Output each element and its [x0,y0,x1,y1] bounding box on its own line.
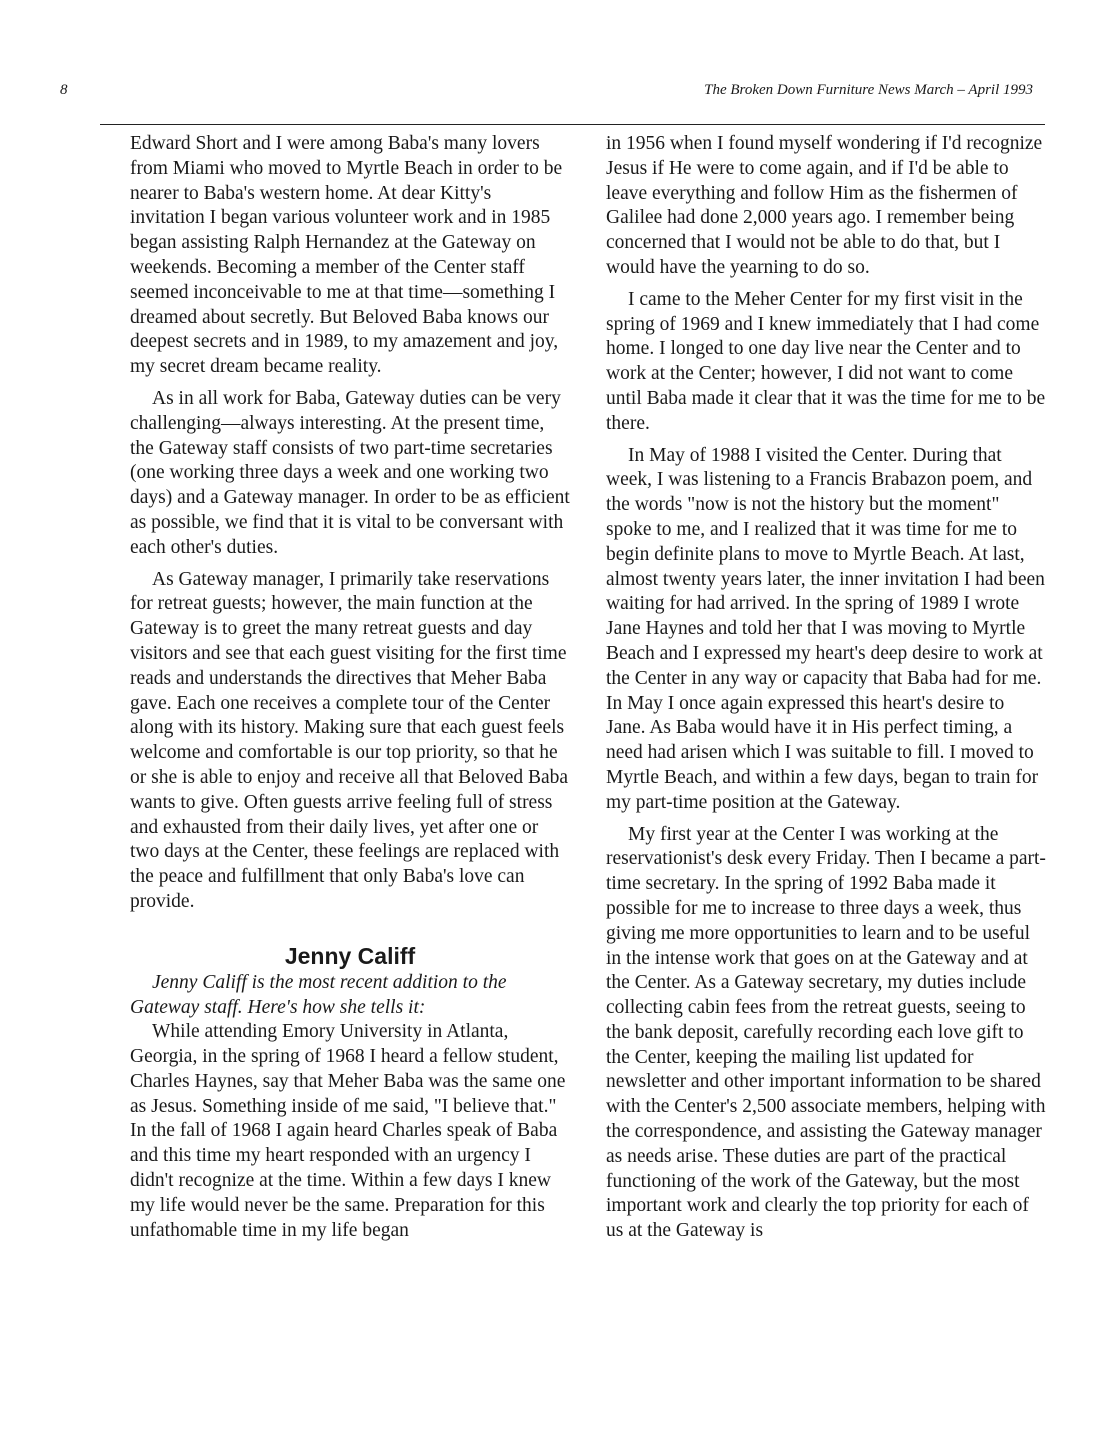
paragraph: I came to the Meher Center for my first visit in the spring of 1969 and I knew immediately that I had come home. I longed to one day live near the Center and to work at the Center; however, I did not want to come until Baba made it clear that it was the time for me to be there. [606,288,1046,434]
paragraph: As Gateway manager, I primarily take reservations for retreat guests; however, the main function at the Gateway is to greet the many retreat guests and day visitors and see that each guest visiting for the first time reads and understands the directives that Meher Baba gave. Each one receives a complete tour of the Center along with its history. Making sure that each guest feels welcome and comfortable is our top priority, so that he or she is able to enjoy and receive all that Beloved Baba wants to give. Often guests arrive feeling full of stress and exhausted from their daily lives, yet after one or two days at the Center, these feelings are replaced with the peace and fulfillment that only Baba's love can provide. [130,568,569,912]
header-rule [100,124,1045,125]
paragraph: In May of 1988 I visited the Center. During that week, I was listening to a Francis Brabazon poem, and the words "now is not the history but the moment" spoke to me, and I realized that it was time for me to begin definite plans to move to Myrtle Beach. At last, almost twenty years later, the inner invitation I had been waiting for had arrived. In the spring of 1989 I wrote Jane Haynes and told her that I was moving to Myrtle Beach and I expressed my heart's deep desire to work at the Center in any way or capacity that Baba had for me. In May I once again expressed this heart's desire to Jane. As Baba would have it in His perfect timing, a need had arisen which I was suitable to fill. I moved to Myrtle Beach, and within a few days, began to train for my part-time position at the Gateway. [606,444,1045,813]
section-heading: Jenny Califf [284,942,416,969]
left-column [130,132,570,1243]
running-head: The Broken Down Furniture News March – April 1993 [704,82,1033,98]
right-column [606,132,1046,1244]
paragraph: As in all work for Baba, Gateway duties can be very challenging—always interesting. At the present time, the Gateway staff consists of two part-time secretaries (one working three days a week and one working two days) and a Gateway manager. In order to be as efficient as possible, we find that it is vital to be conversant with each other's duties. [130,387,570,558]
section-intro: Jenny Califf is the most recent addition to the Gateway staff. Here's how she tells it: [130,971,507,1018]
paragraph: My first year at the Center I was working at the reservationist's desk every Friday. Then I became a part-time secretary. In the spring of 1992 Baba made it possible for me to increase to three days a week, thus giving me more opportunities to learn and to be useful in the intense work that goes on at the Gateway and at the Center. As a Gateway secretary, my duties include collecting cabin fees from the retreat guests, seeing to the bank deposit, carefully recording each love gift to the Center, keeping the mailing list updated for newsletter and other important information to be shared with the Center's 2,500 associate members, helping with the correspondence, and assisting the Gateway manager as needs arise. These duties are part of the practical functioning of the work of the Gateway, but the most important work and clearly the top priority for each of us at the Gateway is [606,823,1046,1242]
paragraph: While attending Emory University in Atlanta, Georgia, in the spring of 1968 I heard a fellow student, Charles Haynes, say that Meher Baba was the same one as Jesus. Something inside of me said, "I believe that." In the fall of 1968 I again heard Charles speak of Baba and this time my heart responded with an urgency I didn't recognize at the time. Within a few days I knew my life would never be the same. Preparation for this unfathomable time in my life began [130,1021,566,1241]
page-number: 8 [60,82,68,98]
paragraph: Edward Short and I were among Baba's many lovers from Miami who moved to Myrtle Beach in order to be nearer to Baba's western home. At dear Kitty's invitation I began various volunteer work and in 1985 began assisting Ralph Hernandez at the Gateway on weekends. Becoming a member of the Center staff seemed inconceivable to me at that time—something I dreamed about secretly. But Beloved Baba knows our deepest secrets and in 1989, to my amazement and joy, my secret dream became reality. [130,133,563,378]
paragraph: in 1956 when I found myself wondering if I'd recognize Jesus if He were to come again, and if I'd be able to leave everything and follow Him as the fishermen of Galilee had done 2,000 years ago. I remember being concerned that I would not be able to do that, but I would have the yearning to do so. [606,133,1043,278]
